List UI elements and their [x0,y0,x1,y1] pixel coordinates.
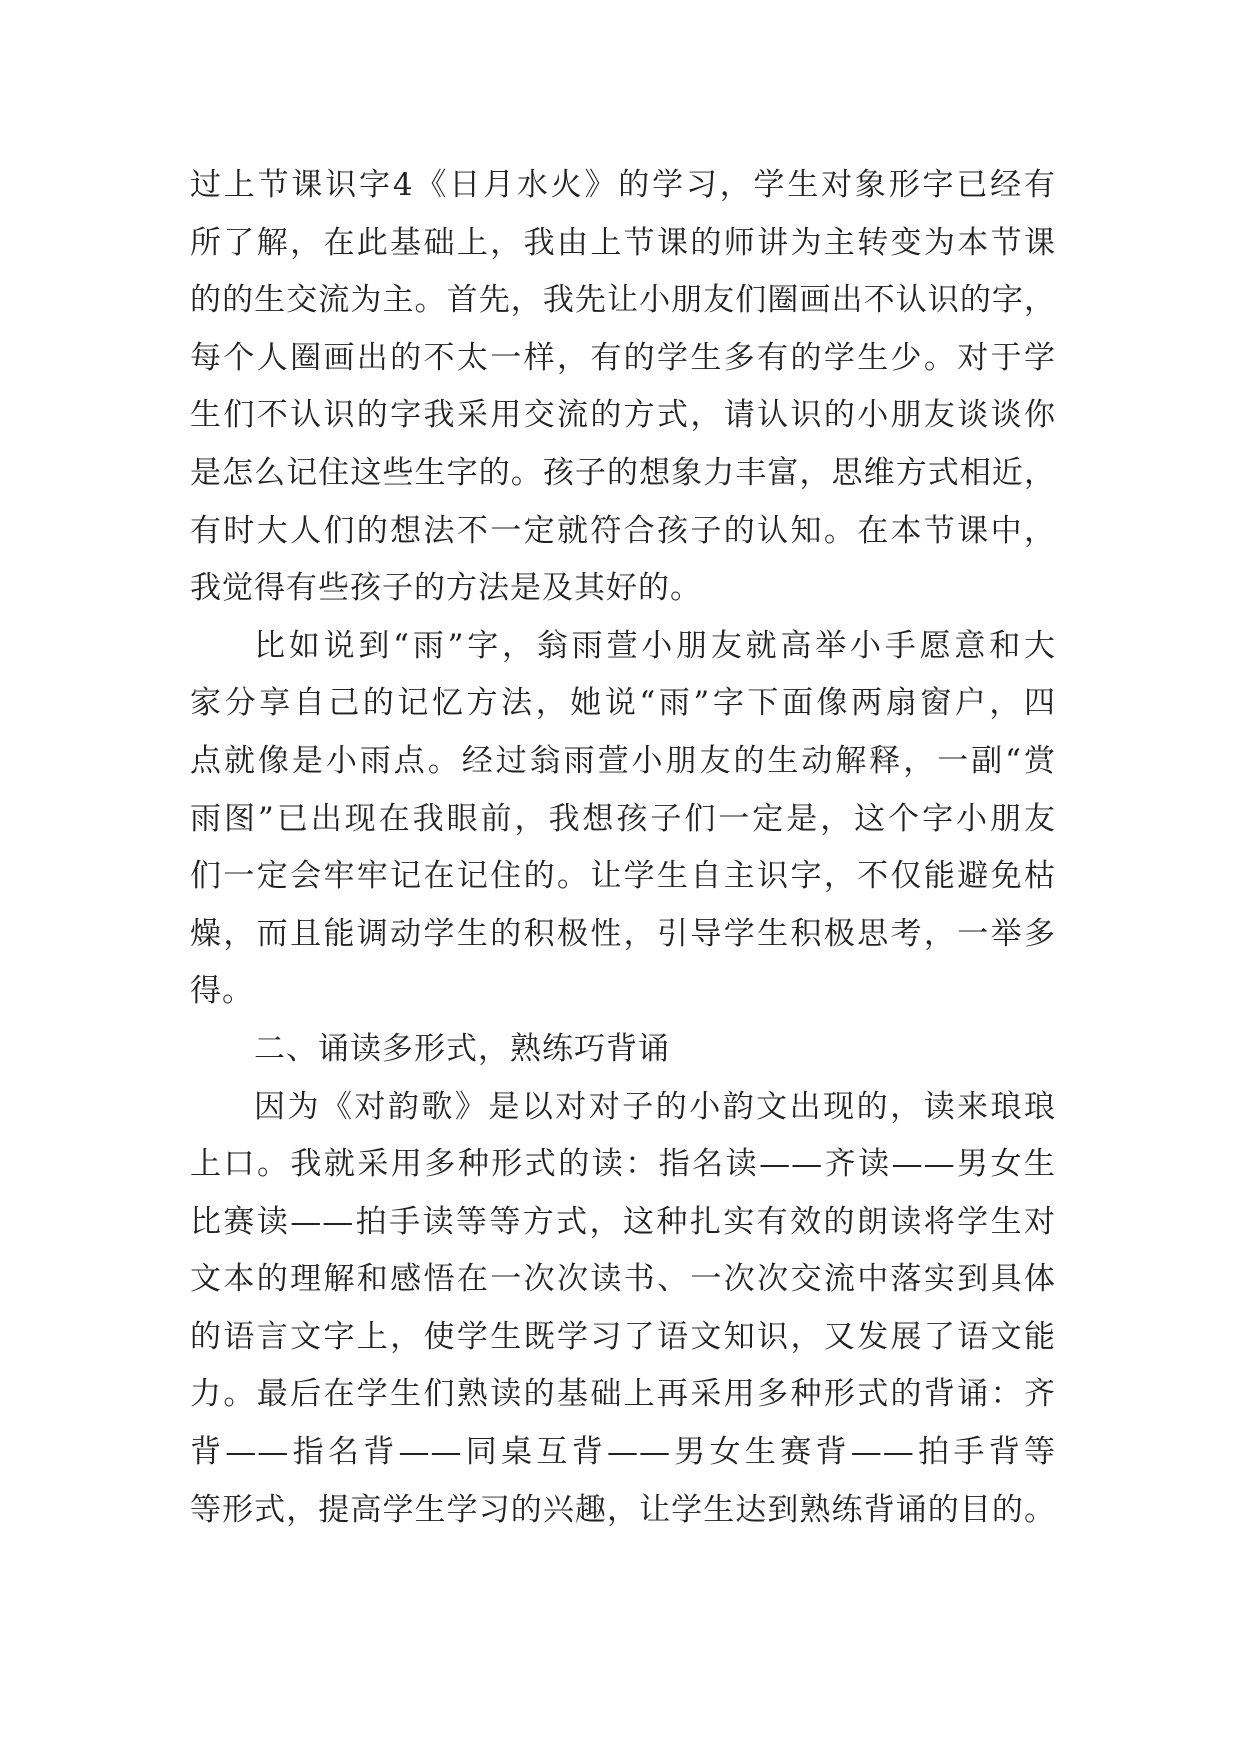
text-line: 二、诵读多形式，熟练巧背诵 [254,1030,670,1067]
paragraph [190,157,1056,618]
text-line: 力。最后在学生们熟读的基础上再采用多种形式的背诵：齐 [190,1376,1056,1413]
text-line: 比如说到“雨”字，翁雨萱小朋友就高举小手愿意和大 [254,627,1056,664]
text-line: 的语言文字上，使学生既学习了语文知识，又发展了语文能 [190,1318,1056,1355]
text-line: 因为《对韵歌》是以对对子的小韵文出现的，读来琅琅 [254,1088,1056,1125]
document-body [190,157,1056,1539]
text-line: 背——指名背——同桌互背——男女生赛背——拍手背等 [190,1434,1056,1471]
text-line: 所了解，在此基础上，我由上节课的师讲为主转变为本节课 [190,224,1056,261]
text-line: 文本的理解和感悟在一次次读书、一次次交流中落实到具体 [190,1261,1056,1298]
text-line: 过上节课识字4《日月水火》的学习，学生对象形字已经有 [190,167,1056,203]
text-line: 上口。我就采用多种形式的读：指名读——齐读——男女生 [190,1146,1056,1183]
text-line: 我觉得有些孩子的方法是及其好的。 [190,570,702,607]
text-line: 得。 [190,973,254,1010]
paragraph [190,1079,1056,1540]
text-line: 生们不认识的字我采用交流的方式，请认识的小朋友谈谈你 [190,397,1056,434]
text-line: 比赛读——拍手读等等方式，这种扎实有效的朗读将学生对 [190,1203,1056,1240]
text-line: 燥，而且能调动学生的积极性，引导学生积极思考，一举多 [190,915,1056,952]
text-line: 是怎么记住这些生字的。孩子的想象力丰富，思维方式相近， [190,454,1056,491]
text-line: 的的生交流为主。首先，我先让小朋友们圈画出不认识的字， [190,282,1056,319]
text-line: 们一定会牢牢记在记住的。让学生自主识字，不仅能避免枯 [190,858,1056,895]
section-heading [190,1021,1056,1079]
text-line: 家分享自己的记忆方法，她说“雨”字下面像两扇窗户，四 [190,685,1056,722]
text-line: 雨图”已出现在我眼前，我想孩子们一定是，这个字小朋友 [190,800,1056,837]
text-line: 等形式，提高学生学习的兴趣，让学生达到熟练背诵的目的。 [190,1491,1056,1528]
text-line: 点就像是小雨点。经过翁雨萱小朋友的生动解释，一副“赏 [190,742,1056,779]
paragraph [190,618,1056,1021]
text-line: 有时大人们的想法不一定就符合孩子的认知。在本节课中， [190,512,1056,549]
text-line: 每个人圈画出的不太一样，有的学生多有的学生少。对于学 [190,339,1056,376]
